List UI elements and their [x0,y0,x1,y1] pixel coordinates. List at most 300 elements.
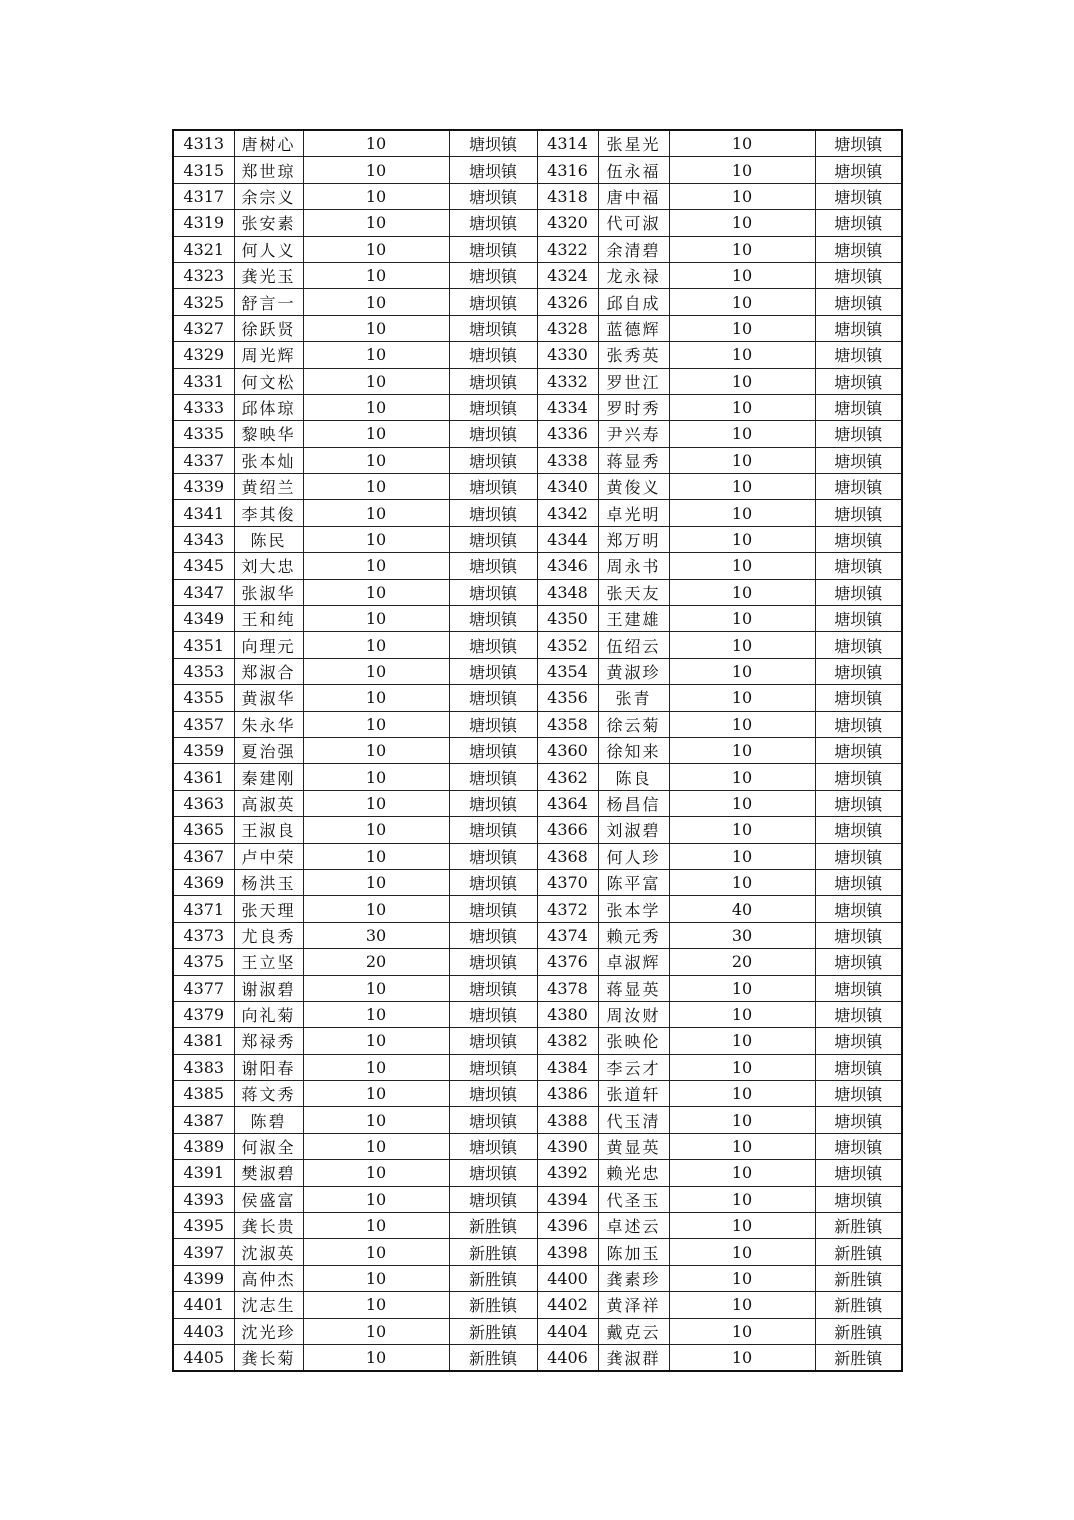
right-no-cell: 4352 [537,632,598,658]
left-amount-cell: 10 [303,394,449,420]
right-no-cell: 4358 [537,711,598,737]
left-no-cell: 4315 [173,157,234,183]
left-no-cell: 4317 [173,183,234,209]
right-town-cell: 塘坝镇 [815,130,902,157]
left-amount-cell: 10 [303,421,449,447]
right-no-cell: 4372 [537,896,598,922]
table-row [173,685,902,711]
right-town-cell: 塘坝镇 [815,394,902,420]
left-name-cell: 夏治强 [234,737,303,763]
left-no-cell: 4375 [173,949,234,975]
table-row [173,262,902,288]
right-town-cell: 塘坝镇 [815,579,902,605]
left-no-cell: 4401 [173,1292,234,1318]
right-amount-cell: 10 [669,790,815,816]
right-name-cell: 罗世江 [598,368,669,394]
left-amount-cell: 10 [303,1239,449,1265]
right-town-cell: 塘坝镇 [815,183,902,209]
right-amount-cell: 10 [669,1239,815,1265]
right-name-cell: 赖光忠 [598,1160,669,1186]
left-amount-cell: 10 [303,1344,449,1371]
left-amount-cell: 10 [303,1107,449,1133]
right-amount-cell: 10 [669,1318,815,1344]
right-name-cell: 张青 [598,685,669,711]
left-name-cell: 黄淑华 [234,685,303,711]
right-town-cell: 塘坝镇 [815,975,902,1001]
right-town-cell: 塘坝镇 [815,817,902,843]
right-name-cell: 蓝德辉 [598,315,669,341]
table-row [173,1081,902,1107]
right-no-cell: 4348 [537,579,598,605]
right-name-cell: 周汝财 [598,1001,669,1027]
table-row [173,447,902,473]
right-no-cell: 4336 [537,421,598,447]
left-no-cell: 4345 [173,553,234,579]
right-amount-cell: 10 [669,342,815,368]
left-town-cell: 塘坝镇 [449,817,537,843]
left-no-cell: 4347 [173,579,234,605]
left-town-cell: 塘坝镇 [449,632,537,658]
left-no-cell: 4361 [173,764,234,790]
left-name-cell: 郑淑合 [234,658,303,684]
left-no-cell: 4319 [173,210,234,236]
left-no-cell: 4387 [173,1107,234,1133]
right-name-cell: 余清碧 [598,236,669,262]
left-no-cell: 4333 [173,394,234,420]
left-name-cell: 郑禄秀 [234,1028,303,1054]
table-row [173,157,902,183]
table-row [173,368,902,394]
left-name-cell: 高仲杰 [234,1265,303,1291]
left-no-cell: 4373 [173,922,234,948]
right-no-cell: 4364 [537,790,598,816]
right-name-cell: 黄俊义 [598,474,669,500]
right-amount-cell: 10 [669,368,815,394]
right-no-cell: 4366 [537,817,598,843]
left-town-cell: 塘坝镇 [449,157,537,183]
left-town-cell: 塘坝镇 [449,1001,537,1027]
right-amount-cell: 10 [669,553,815,579]
right-name-cell: 徐云菊 [598,711,669,737]
right-town-cell: 塘坝镇 [815,157,902,183]
right-name-cell: 陈平富 [598,869,669,895]
right-name-cell: 唐中福 [598,183,669,209]
right-amount-cell: 10 [669,658,815,684]
right-town-cell: 塘坝镇 [815,421,902,447]
right-town-cell: 塘坝镇 [815,210,902,236]
left-amount-cell: 10 [303,1001,449,1027]
left-name-cell: 沈志生 [234,1292,303,1318]
left-no-cell: 4405 [173,1344,234,1371]
left-name-cell: 陈碧 [234,1107,303,1133]
left-no-cell: 4393 [173,1186,234,1212]
left-name-cell: 何人义 [234,236,303,262]
right-no-cell: 4388 [537,1107,598,1133]
left-name-cell: 朱永华 [234,711,303,737]
left-name-cell: 侯盛富 [234,1186,303,1212]
left-amount-cell: 10 [303,1133,449,1159]
right-town-cell: 塘坝镇 [815,368,902,394]
right-amount-cell: 10 [669,1133,815,1159]
left-town-cell: 塘坝镇 [449,526,537,552]
right-amount-cell: 10 [669,1213,815,1239]
table-row [173,1265,902,1291]
table-row [173,975,902,1001]
left-no-cell: 4329 [173,342,234,368]
right-amount-cell: 10 [669,1160,815,1186]
table-row [173,394,902,420]
left-no-cell: 4379 [173,1001,234,1027]
left-no-cell: 4357 [173,711,234,737]
right-amount-cell: 10 [669,262,815,288]
right-town-cell: 塘坝镇 [815,922,902,948]
right-amount-cell: 20 [669,949,815,975]
right-no-cell: 4354 [537,658,598,684]
right-no-cell: 4326 [537,289,598,315]
right-town-cell: 塘坝镇 [815,342,902,368]
table-row [173,130,902,157]
right-amount-cell: 10 [669,632,815,658]
right-amount-cell: 10 [669,1265,815,1291]
right-no-cell: 4398 [537,1239,598,1265]
right-no-cell: 4400 [537,1265,598,1291]
right-no-cell: 4360 [537,737,598,763]
left-amount-cell: 10 [303,553,449,579]
table-row [173,236,902,262]
left-amount-cell: 10 [303,315,449,341]
left-town-cell: 新胜镇 [449,1239,537,1265]
right-town-cell: 塘坝镇 [815,1081,902,1107]
left-name-cell: 李其俊 [234,500,303,526]
left-amount-cell: 10 [303,447,449,473]
left-no-cell: 4399 [173,1265,234,1291]
left-town-cell: 塘坝镇 [449,421,537,447]
right-no-cell: 4382 [537,1028,598,1054]
right-town-cell: 塘坝镇 [815,790,902,816]
right-amount-cell: 10 [669,711,815,737]
right-town-cell: 塘坝镇 [815,685,902,711]
right-no-cell: 4350 [537,606,598,632]
left-amount-cell: 10 [303,790,449,816]
right-amount-cell: 40 [669,896,815,922]
table-row [173,606,902,632]
left-town-cell: 塘坝镇 [449,606,537,632]
left-town-cell: 塘坝镇 [449,553,537,579]
left-town-cell: 塘坝镇 [449,737,537,763]
left-amount-cell: 10 [303,1265,449,1291]
right-amount-cell: 10 [669,869,815,895]
left-no-cell: 4383 [173,1054,234,1080]
left-name-cell: 沈淑英 [234,1239,303,1265]
left-amount-cell: 10 [303,817,449,843]
left-amount-cell: 10 [303,130,449,157]
table-row [173,289,902,315]
left-name-cell: 徐跃贤 [234,315,303,341]
left-name-cell: 王立坚 [234,949,303,975]
left-name-cell: 邱体琼 [234,394,303,420]
right-town-cell: 新胜镇 [815,1239,902,1265]
left-amount-cell: 10 [303,1028,449,1054]
left-name-cell: 尤良秀 [234,922,303,948]
right-name-cell: 张天友 [598,579,669,605]
left-town-cell: 新胜镇 [449,1265,537,1291]
left-name-cell: 王和纯 [234,606,303,632]
table-row [173,1213,902,1239]
right-amount-cell: 10 [669,579,815,605]
table-row [173,315,902,341]
right-amount-cell: 10 [669,606,815,632]
left-no-cell: 4391 [173,1160,234,1186]
right-town-cell: 塘坝镇 [815,315,902,341]
table-row [173,711,902,737]
left-town-cell: 塘坝镇 [449,949,537,975]
right-town-cell: 新胜镇 [815,1292,902,1318]
left-town-cell: 塘坝镇 [449,500,537,526]
left-no-cell: 4321 [173,236,234,262]
right-name-cell: 陈良 [598,764,669,790]
left-no-cell: 4351 [173,632,234,658]
left-amount-cell: 10 [303,368,449,394]
right-town-cell: 塘坝镇 [815,1160,902,1186]
table-row [173,210,902,236]
right-town-cell: 塘坝镇 [815,289,902,315]
left-name-cell: 杨洪玉 [234,869,303,895]
right-name-cell: 尹兴寿 [598,421,669,447]
table-row [173,526,902,552]
right-amount-cell: 10 [669,210,815,236]
left-town-cell: 新胜镇 [449,1213,537,1239]
right-name-cell: 王建雄 [598,606,669,632]
right-name-cell: 郑万明 [598,526,669,552]
left-town-cell: 塘坝镇 [449,447,537,473]
right-amount-cell: 10 [669,1028,815,1054]
table-row [173,1107,902,1133]
left-amount-cell: 10 [303,157,449,183]
right-no-cell: 4318 [537,183,598,209]
right-town-cell: 塘坝镇 [815,1107,902,1133]
left-name-cell: 高淑英 [234,790,303,816]
left-amount-cell: 10 [303,1186,449,1212]
left-no-cell: 4349 [173,606,234,632]
right-name-cell: 卓述云 [598,1213,669,1239]
right-no-cell: 4314 [537,130,598,157]
left-amount-cell: 10 [303,896,449,922]
left-name-cell: 张淑华 [234,579,303,605]
right-no-cell: 4342 [537,500,598,526]
left-amount-cell: 10 [303,606,449,632]
left-no-cell: 4385 [173,1081,234,1107]
table-row [173,342,902,368]
right-no-cell: 4320 [537,210,598,236]
right-town-cell: 塘坝镇 [815,526,902,552]
left-name-cell: 陈民 [234,526,303,552]
right-name-cell: 陈加玉 [598,1239,669,1265]
right-name-cell: 龙永禄 [598,262,669,288]
left-amount-cell: 10 [303,526,449,552]
left-name-cell: 张本灿 [234,447,303,473]
right-town-cell: 塘坝镇 [815,1001,902,1027]
table-row [173,896,902,922]
left-town-cell: 塘坝镇 [449,1160,537,1186]
left-amount-cell: 10 [303,975,449,1001]
right-town-cell: 塘坝镇 [815,949,902,975]
left-amount-cell: 10 [303,869,449,895]
left-name-cell: 唐树心 [234,130,303,157]
right-name-cell: 伍永福 [598,157,669,183]
right-name-cell: 黄淑珍 [598,658,669,684]
table-row [173,737,902,763]
right-no-cell: 4368 [537,843,598,869]
left-no-cell: 4313 [173,130,234,157]
left-town-cell: 新胜镇 [449,1344,537,1371]
right-name-cell: 杨昌信 [598,790,669,816]
right-amount-cell: 10 [669,421,815,447]
table-row [173,949,902,975]
left-no-cell: 4337 [173,447,234,473]
left-no-cell: 4355 [173,685,234,711]
left-town-cell: 塘坝镇 [449,474,537,500]
table-row [173,553,902,579]
left-no-cell: 4381 [173,1028,234,1054]
left-no-cell: 4397 [173,1239,234,1265]
right-name-cell: 龚素珍 [598,1265,669,1291]
left-town-cell: 新胜镇 [449,1292,537,1318]
left-no-cell: 4359 [173,737,234,763]
right-name-cell: 罗时秀 [598,394,669,420]
left-name-cell: 黄绍兰 [234,474,303,500]
roster-table [172,129,903,1372]
left-town-cell: 塘坝镇 [449,1028,537,1054]
right-name-cell: 代可淑 [598,210,669,236]
left-name-cell: 向礼菊 [234,1001,303,1027]
table-row [173,632,902,658]
left-no-cell: 4353 [173,658,234,684]
table-row [173,1001,902,1027]
left-name-cell: 余宗义 [234,183,303,209]
right-name-cell: 伍绍云 [598,632,669,658]
right-no-cell: 4390 [537,1133,598,1159]
left-town-cell: 塘坝镇 [449,764,537,790]
right-town-cell: 新胜镇 [815,1318,902,1344]
left-name-cell: 张天理 [234,896,303,922]
right-no-cell: 4378 [537,975,598,1001]
right-town-cell: 新胜镇 [815,1344,902,1371]
left-town-cell: 塘坝镇 [449,896,537,922]
left-no-cell: 4325 [173,289,234,315]
left-amount-cell: 30 [303,922,449,948]
right-name-cell: 张本学 [598,896,669,922]
left-town-cell: 塘坝镇 [449,394,537,420]
left-name-cell: 樊淑碧 [234,1160,303,1186]
left-no-cell: 4363 [173,790,234,816]
left-amount-cell: 10 [303,632,449,658]
right-amount-cell: 10 [669,1344,815,1371]
right-name-cell: 赖元秀 [598,922,669,948]
left-amount-cell: 10 [303,711,449,737]
left-amount-cell: 10 [303,685,449,711]
left-town-cell: 塘坝镇 [449,262,537,288]
table-row [173,764,902,790]
left-name-cell: 周光辉 [234,342,303,368]
left-name-cell: 龚光玉 [234,262,303,288]
table-row [173,1054,902,1080]
right-town-cell: 塘坝镇 [815,1186,902,1212]
right-amount-cell: 10 [669,843,815,869]
table-row [173,790,902,816]
left-town-cell: 塘坝镇 [449,711,537,737]
left-name-cell: 龚长贵 [234,1213,303,1239]
right-no-cell: 4330 [537,342,598,368]
left-amount-cell: 10 [303,1081,449,1107]
right-no-cell: 4322 [537,236,598,262]
right-name-cell: 代玉清 [598,1107,669,1133]
left-name-cell: 秦建刚 [234,764,303,790]
right-name-cell: 张映伦 [598,1028,669,1054]
left-amount-cell: 10 [303,183,449,209]
right-no-cell: 4374 [537,922,598,948]
right-name-cell: 刘淑碧 [598,817,669,843]
right-amount-cell: 10 [669,975,815,1001]
right-name-cell: 邱自成 [598,289,669,315]
left-name-cell: 谢阳春 [234,1054,303,1080]
right-amount-cell: 10 [669,1081,815,1107]
left-town-cell: 塘坝镇 [449,130,537,157]
left-town-cell: 塘坝镇 [449,1186,537,1212]
left-no-cell: 4369 [173,869,234,895]
table-row [173,1318,902,1344]
left-town-cell: 塘坝镇 [449,1081,537,1107]
table-row [173,1186,902,1212]
right-no-cell: 4346 [537,553,598,579]
right-name-cell: 张秀英 [598,342,669,368]
left-name-cell: 谢淑碧 [234,975,303,1001]
right-amount-cell: 10 [669,737,815,763]
left-town-cell: 塘坝镇 [449,869,537,895]
right-town-cell: 塘坝镇 [815,500,902,526]
left-town-cell: 塘坝镇 [449,1133,537,1159]
left-town-cell: 塘坝镇 [449,315,537,341]
left-name-cell: 何文松 [234,368,303,394]
left-town-cell: 塘坝镇 [449,210,537,236]
left-amount-cell: 10 [303,289,449,315]
right-town-cell: 塘坝镇 [815,632,902,658]
roster-body [173,130,902,1371]
right-amount-cell: 10 [669,315,815,341]
left-name-cell: 张安素 [234,210,303,236]
left-amount-cell: 10 [303,1318,449,1344]
left-amount-cell: 10 [303,1160,449,1186]
left-town-cell: 塘坝镇 [449,183,537,209]
left-no-cell: 4341 [173,500,234,526]
right-name-cell: 黄泽祥 [598,1292,669,1318]
left-town-cell: 塘坝镇 [449,685,537,711]
right-amount-cell: 10 [669,1054,815,1080]
right-amount-cell: 10 [669,474,815,500]
right-town-cell: 新胜镇 [815,1213,902,1239]
left-town-cell: 塘坝镇 [449,975,537,1001]
table-row [173,658,902,684]
left-amount-cell: 10 [303,342,449,368]
table-row [173,421,902,447]
right-no-cell: 4340 [537,474,598,500]
left-name-cell: 舒言一 [234,289,303,315]
right-name-cell: 戴克云 [598,1318,669,1344]
right-amount-cell: 10 [669,447,815,473]
left-town-cell: 塘坝镇 [449,368,537,394]
left-amount-cell: 10 [303,579,449,605]
right-no-cell: 4316 [537,157,598,183]
left-no-cell: 4323 [173,262,234,288]
